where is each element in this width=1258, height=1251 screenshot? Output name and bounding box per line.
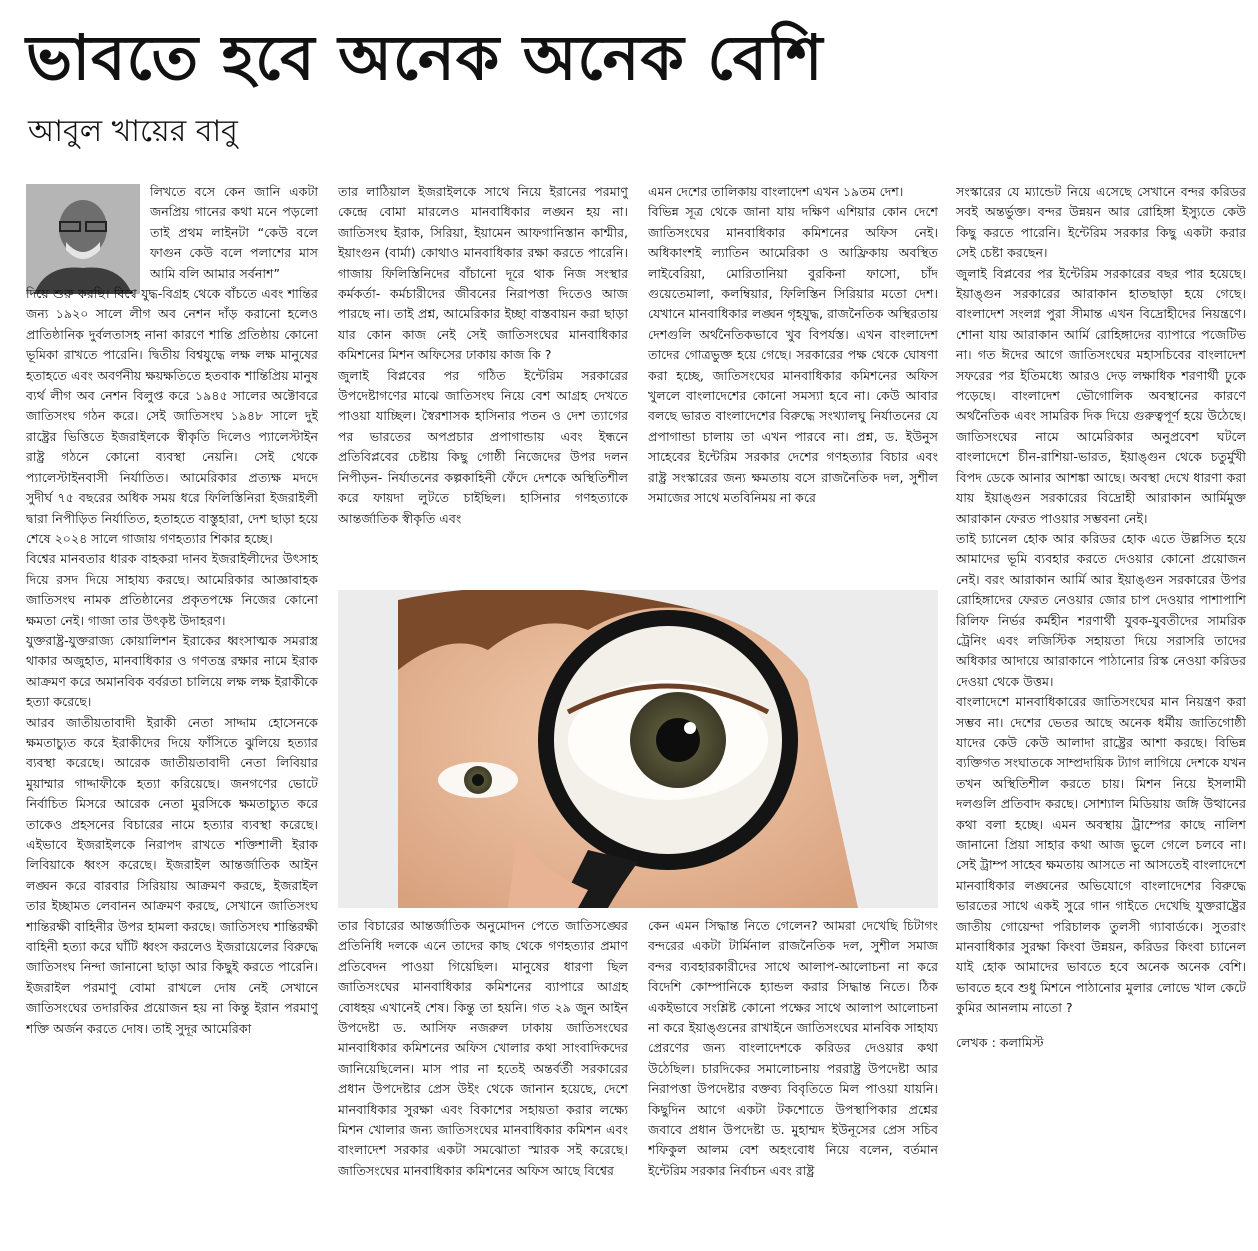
article-intro-text: লিখতে বসে কেন জানি একটা জনপ্রিয় গানের কথা মনে পড়লো তাই প্রথম লাইনটা “কেউ বলে ফাগুন কেউ বলে পলাশের মাস আমি বলি আমার সর্বনাশ” <box>150 184 318 281</box>
article-paragraph: আরব জাতীয়তাবাদী ইরাকী নেতা সাদ্দাম হোসেনকে ক্ষমতাচ্যুত করে ইরাকীদের দিয়ে ফাঁসিতে ঝুলিয়ে হত্যার ব্যবস্থা করেছে। আরেক জাতীয়তাবাদী নেতা লিবিয়ার মুয়াম্মার গাদ্দাফীকে হত্যা করিয়েছে। জনগণের ভোটে নির্বাচিত মিসরে আরেক নেতা মুরসিকে ক্ষমতাচ্যুত করে তাকেও প্রহসনের বিচারের নামে হত্যার ব্যবস্থা করেছে। এইভাবে ইজরাইলকে নিরাপদ রাখতে শক্তিশালী ইরাক লিবিয়াকে ধ্বংস করেছে। ইজরাইল আন্তর্জাতিক আইন লঙ্ঘন করে বারবার সিরিয়ায় আক্রমণ করছে, ইজরাইল তার ইচ্ছামত লেবানন আক্রমণ করছে, সেখানে জাতিসংঘ শান্তিরক্ষী বাহিনীর উপর হামলা করছে। জাতিসংঘ শান্তিরক্ষী বাহিনী হত্যা করে ঘাঁটি ধ্বংস করলেও ইজরায়েলের বিরুদ্ধে জাতিসংঘ নিন্দা জানানো ছাড়া আর কিছুই করতে পারেনি। ইজরাইল পরমাণু বোমা রাখলে দোষ নেই সেখানে জাতিসংঘের তদারকির প্রয়োজন হয় না কিন্তু ইরান পরমাণু শক্তি অর্জন করতে দোষ। তাই সুদূর আমেরিকা <box>26 714 318 1036</box>
article-paragraph: জুলাই বিপ্লবের পর ইন্টেরিম সরকারের বছর পার হয়েছে। ইয়াঙ্গুন সরকারের আরাকান হাতছাড়া হয়ে গেছে। বাংলাদেশ সংলগ্ন পুরা সীমান্ত এখন বিদ্রোহীদের নিয়ন্ত্রণে। শোনা যায় আরাকান আর্মি রোহিঙ্গাদের ব্যাপারে পজেটিভ না। গত ঈদের আগে জাতিসংঘের মহাসচিবের বাংলাদেশ সফরের পর ইতিমধ্যে আরও দেড় লক্ষাধিক শরণার্থী ঢুকে পড়েছে। বাংলাদেশ ভৌগোলিক অবস্থানের কারণে অর্থনৈতিক এবং সামরিক দিক দিয়ে গুরুত্বপূর্ণ হয়ে উঠেছে। জাতিসংঘের নামে আমেরিকার অনুপ্রবেশ ঘটলে বাংলাদেশে চীন-রাশিয়া-ভারত, ইয়াঙ্গুন থেকে চতুর্মুখী বিপদ ডেকে আনার আশঙ্কা আছে। অবস্থা দেখে ধারণা করা যায় ইয়াঙ্গুন সরকারের বিদ্রোহী আরাকান আর্মিমুক্ত আরাকান ফেরত পাওয়ার সম্ভবনা নেই। <box>956 265 1246 526</box>
article-paragraph: তাই চ্যানেল হোক আর করিডর হোক এতে উল্লসিত হয়ে আমাদের ভূমি ব্যবহার করতে দেওয়ার কোনো প্রয়োজন নেই। বরং আরাকান আর্মি আর ইয়াঙ্গুন সরকারের উপর রোহিঙ্গাদের ফেরত নেওয়ার জোর চাপ দেওয়ার পাশাপাশি রিলিফ নির্ভর কর্মহীন শরণার্থী যুবক-যুবতীদের সামরিক ট্রেনিং এবং লজিস্টিক সহায়তা দিয়ে সরাসরি তাদের অধিকার আদায়ে আরাকানে পাঠানোর রিস্ক নেওয়া করিডর দেওয়া থেকে উত্তম। <box>956 530 1246 689</box>
article-column-2-top <box>338 182 628 582</box>
article-paragraph: যুক্তরাষ্ট্র-যুক্তরাজ্য কোয়ালিশন ইরাকের ধ্বংসাত্মক সমরাস্ত্র থাকার অজুহাত, মানবাধিকার ও গণতন্ত্র রক্ষার নামে ইরাক আক্রমণ করে অমানবিক বর্বরতা চালিয়ে লক্ষ লক্ষ ইরাকীকে হত্যা করেছে। <box>26 632 318 710</box>
article-paragraph: বিভিন্ন সূত্র থেকে জানা যায় দক্ষিণ এশিয়ার কোন দেশে জাতিসংঘের মানবাধিকার কমিশনের অফিস নেই। অধিকাংশই ল্যাতিন আমেরিকা ও আফ্রিকায় অবস্থিত লাইবেরিয়া, মোরিতানিয়া বুরকিনা ফাসো, চাঁদ গুয়েতেমালা, কলম্বিয়ার, ফিলিস্তিন সিরিয়ার মতো দেশ। যেখানে মানবাধিকার লঙ্ঘন গৃহযুদ্ধ, রাজনৈতিক অস্থিরতায় দেশগুলি অর্থনৈতিকভাবে খুব বিপর্যস্ত। এখন বাংলাদেশ তাদের গোত্রভুক্ত হয়ে গেছে। সরকারের পক্ষ থেকে ঘোষণা করা হচ্ছে, জাতিসংঘের মানবাধিকার কমিশনের অফিস খুললে বাংলাদেশের কোনো সমস্যা হবে না। কেউ আবার বলছে ভারত বাংলাদেশের বিরুদ্ধে সংখ্যালঘু নির্যাতনের যে প্রপাগান্ডা চালায় তা এখন পারবে না। প্রশ্ন, ড. ইউনুস সাহেবের ইন্টেরিম সরকার দেশের গণহত্যার বিচার এবং রাষ্ট্র সংস্কারের জন্য ক্ষমতায় বসে রাজনৈতিক দল, সুশীল সমাজের সাথে মতবিনিময় না করে <box>648 204 938 506</box>
article-column-2-bottom <box>338 916 628 1238</box>
article-byline: আবুল খায়ের বাবু <box>28 114 238 149</box>
author-credit: লেখক : কলামিস্ট <box>956 1034 1044 1050</box>
article-column-4 <box>956 182 1246 1238</box>
article-paragraph: দিয়ে শুরু করছি। বিশ্বে যুদ্ধ-বিগ্রহ থেকে বাঁচতে এবং শান্তির জন্য ১৯২০ সালে লীগ অব নেশন দাঁড় করানো হলেও প্রাতিষ্ঠানিক দুর্বলতাসহ নানা কারণে শান্তি প্রতিষ্ঠায় কোনো ভূমিকা রাখতে পারেনি। দ্বিতীয় বিশ্বযুদ্ধে লক্ষ লক্ষ মানুষের হতাহতে এবং অবর্ণনীয় ক্ষয়ক্ষতিতে হতবাক শান্তিপ্রিয় মানুষ ব্যর্থ লীগ অব নেশন বিলুপ্ত করে ১৯৪৫ সালের অক্টোবরে জাতিসংঘ গঠন করে। সেই জাতিসংঘ ১৯৪৮ সালে দুই রাষ্ট্রের ভিত্তিতে ইজরাইলকে স্বীকৃতি দিলেও প্যালেস্টাইন রাষ্ট্র গঠনে কোনো ব্যবস্থা নেয়নি। সেই থেকে প্যালেস্টাইনবাসী নির্যাতিত। আমেরিকার প্রত্যক্ষ মদদে সুদীর্ঘ ৭৫ বছরের অধিক সময় ধরে ফিলিস্তিনিরা ইজরাইলী দ্বারা নিপীড়িত নির্যাতিত, হতাহতে বাস্তুহারা, দেশ ছাড়া হয়ে শেষে ২০২৪ সালে গাজায় গণহত্যার শিকার হচ্ছে। <box>26 286 318 546</box>
article-paragraph: বিশ্বের মানবতার ধারক বাহকরা দানব ইজরাইলীদের উৎসাহ দিয়ে রসদ দিয়ে সাহায্য করছে। আমেরিকার আজ্ঞাবাহক জাতিসংঘ নামক প্রতিষ্ঠানের প্রকৃতপক্ষে নিজের কোনো ক্ষমতা নেই। গাজা তার উৎকৃষ্ট উদাহরণ। <box>26 551 318 628</box>
article-headline: ভাবতে হবে অনেক অনেক বেশি <box>26 21 824 94</box>
article-paragraph: তার লাঠিয়াল ইজরাইলকে সাথে নিয়ে ইরানের পরমাণু কেন্দ্রে বোমা মারলেও মানবাধিকার লঙ্ঘন হয় না। জাতিসংঘ ইরাক, সিরিয়া, ইয়ামেন আফগানিস্তান কাশ্মীর, ইয়াংগুন (বার্মা) কোথাও মানবাধিকার রক্ষা করতে পারেনি। গাজায় ফিলিস্তিনিদের বাঁচানো দূরে থাক নিজ সংস্থার কর্মকর্তা- কর্মচারীদের জীবনের নিরাপত্তা দিতেও আজ পারছে না। তাই প্রশ্ন, আমেরিকার ইচ্ছা বাস্তবায়ন করা ছাড়া যার কোন কাজ নেই সেই জাতিসংঘের মানবাধিকার কমিশনের মিশন অফিসের ঢাকায় কাজ কি ? <box>338 184 628 363</box>
article-paragraph: কেন এমন সিদ্ধান্ত নিতে গেলেন? আমরা দেখেছি চিটাগং বন্দরের একটা টার্মিনাল রাজনৈতিক দল, সুশীল সমাজ বন্দর ব্যবহারকারীদের সাথে আলাপ-আলোচনা না করে বিদেশি কোম্পানিকে হ্যান্ডল করার সিদ্ধান্ত নিতে। ঠিক একইভাবে সংশ্লিষ্ট কোনো পক্ষের সাথে আলাপ আলোচনা না করে ইয়াঙ্গুনের রাখাইনে জাতিসংঘের মানবিক সাহায্য প্রেরণের জন্য বাংলাদেশকে করিডর দেওয়ার কথা উঠেছিল। চারদিকের সমালোচনায় পররাষ্ট্র উপদেষ্টা আর নিরাপত্তা উপদেষ্টার বক্তব্য বিবৃতিতে মিল পাওয়া যায়নি। কিছুদিন আগে একটা টকশোতে উপস্থাপিকার প্রশ্নের জবাবে প্রধান উপদেষ্টা ড. মুহাম্মদ ইউনূসের প্রেস সচিব শফিকুল আলম বেশ অহংবোধ নিয়ে বলেন, বর্তমান ইন্টেরিম সরকার নির্বাচন এবং রাষ্ট্র <box>648 918 938 1178</box>
article-column-1 <box>26 182 318 1238</box>
article-paragraph: তার বিচারের আন্তর্জাতিক অনুমোদন পেতে জাতিসঙ্ঘের প্রতিনিধি দলকে এনে তাদের কাছ থেকে গণহত্যার প্রমাণ প্রতিবেদন পাওয়া গিয়েছিল। মানুষের ধারণা ছিল জাতিসংঘের মানবাধিকার কমিশনের ব্যাপারে আগ্রহ বোধহয় এখানেই শেষ। কিন্তু তা হয়নি। গত ২৯ জুন আইন উপদেষ্টা ড. আসিফ নজরুল ঢাকায় জাতিসংঘের মানবাধিকার কমিশনের অফিস খোলার কথা সাংবাদিকদের জানিয়েছিলেন। মাস পার না হতেই অন্তর্বর্তী সরকারের প্রধান উপদেষ্টার প্রেস উইং থেকে জানান হয়েছে, দেশে মানবাধিকার সুরক্ষা এবং বিকাশের সহায়তা করার লক্ষ্যে মিশন খোলার জন্য জাতিসংঘের মানবাধিকার কমিশন এবং বাংলাদেশ সরকার একটা সমঝোতা স্মারক সই করেছে। জাতিসংঘের মানবাধিকার কমিশনের অফিস আছে বিশ্বের <box>338 918 628 1178</box>
article-paragraph: বাংলাদেশে মানবাধিকারের জাতিসংঘের মান নিয়ন্ত্রণ করা সম্ভব না। দেশের ভেতর আছে অনেক ধর্মীয় জাতিগোষ্ঠী যাদের কেউ কেউ আলাদা রাষ্ট্রের আশা করছে। বিভিন্ন ব্যক্তিগত সংঘাতকে সাম্প্রদায়িক ট্যাগ লাগিয়ে দেশকে যখন তখন অস্থিতিশীল করতে চায়। মিশন নিয়ে ইসলামী দলগুলি প্রতিবাদ করছে। সোশ্যাল মিডিয়ায় জঙ্গি উত্থানের কথা বলা হচ্ছে। এমন অবস্থায় ট্রাম্পের কাছে নালিশ জানানো প্রিয়া সাহার কথা আজ ভুলে গেলে চলবে না। সেই ট্রাম্প সাহেব ক্ষমতায় আসতে না আসতেই বাংলাদেশে মানবাধিকার লঙ্ঘনের অভিযোগে বাংলাদেশের বিরুদ্ধে ভারতের সাথে একই সুরে গান গাইতে দেখেছি যুক্তরাষ্ট্রের জাতীয় গোয়েন্দা পরিচালক তুলসী গ্যাবার্ডকে। সুতরাং মানবাধিকার সুরক্ষা কিংবা উন্নয়ন, করিডর কিংবা চ্যানেল যাই হোক আমাদের ভাবতে হবে অনেক অনেক বেশি। ভাবতে হবে শুধু মিশনে পাঠানোর মুলার লোভে খাল কেটে কুমির আনলাম নাতো ? <box>956 694 1246 1016</box>
article-paragraph: জুলাই বিপ্লবের পর গঠিত ইন্টেরিম সরকারের উপদেষ্টাগণের মাঝে জাতিসংঘ নিয়ে বেশ আগ্রহ দেখতে পাওয়া যাচ্ছিল। স্বৈরশাসক হাসিনার পতন ও দেশ ত্যাগের পর ভারতের অপপ্রচার প্রপাগান্ডায় এবং ইন্ধনে প্রতিবিপ্লবের চেষ্টায় কিছু গোষ্ঠী নিজেদের উপর দলন নিপীড়ন- নির্যাতনের কল্পকাহিনী ফেঁদে দেশকে অস্থিতিশীল করে ফায়দা লুটতে চাইছিল। হাসিনার গণহত্যাকে আন্তর্জাতিক স্বীকৃতি এবং <box>338 367 628 526</box>
magnifying-glass-eye-photo <box>338 590 938 908</box>
article-paragraph: সংস্কারের যে ম্যান্ডেট নিয়ে এসেছে সেখানে বন্দর করিডর সবই অন্তর্ভুক্ত। বন্দর উন্নয়ন আর রোহিঙ্গা ইস্যুতে কেউ কিছু করতে পারেনি। ইন্টেরিম সরকার কিছু একটা করার সেই চেষ্টা করছেন। <box>956 184 1246 261</box>
article-paragraph: এমন দেশের তালিকায় বাংলাদেশ এখন ১৯তম দেশ। <box>648 184 904 199</box>
article-column-3-top <box>648 182 938 582</box>
eye-illustration <box>338 590 938 908</box>
article-column-3-bottom <box>648 916 938 1238</box>
